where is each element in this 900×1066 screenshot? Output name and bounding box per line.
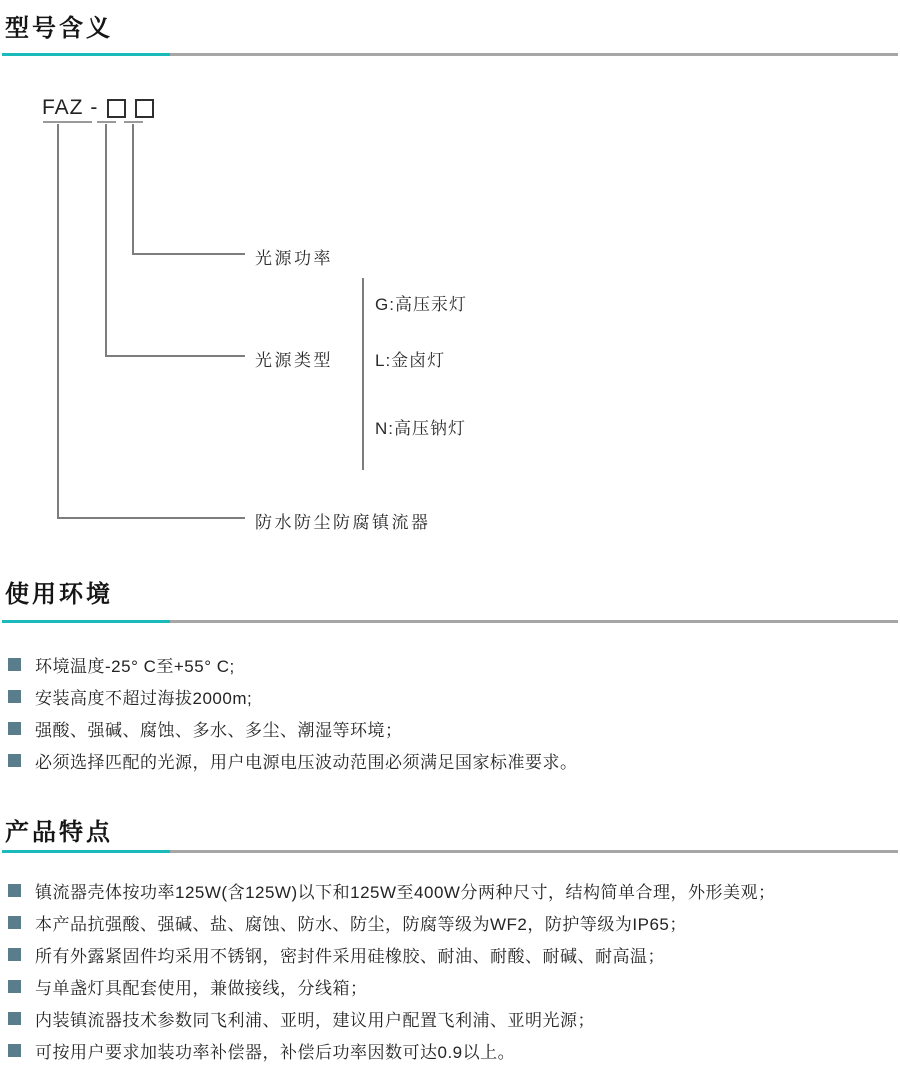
- list-item-text: 与单盏灯具配套使用，兼做接线，分线箱；: [35, 978, 368, 998]
- list-item: [0, 874, 900, 906]
- type-option-l: L:金卤灯: [375, 351, 446, 370]
- bullet-square-icon: [8, 1012, 21, 1025]
- features-list: [0, 874, 900, 1066]
- bullet-square-icon: [8, 916, 21, 929]
- list-item: [0, 744, 900, 776]
- section-title: 使用环境: [5, 581, 113, 608]
- list-item-text: 本产品抗强酸、强碱、盐、腐蚀、防水、防尘，防腐等级为WF2，防护等级为IP65；: [35, 914, 687, 934]
- list-item: [0, 938, 900, 970]
- stem-type-line: [105, 124, 107, 356]
- list-item: [0, 1034, 900, 1066]
- list-item: [0, 648, 900, 680]
- connector-product-line: [57, 517, 245, 519]
- model-code: [42, 96, 154, 120]
- section-product-features: [0, 806, 900, 1062]
- connector-power-line: [132, 253, 245, 255]
- type-option-n: N:高压钠灯: [375, 419, 466, 438]
- underline-faz: [43, 121, 92, 123]
- list-item: [0, 712, 900, 744]
- bullet-square-icon: [8, 884, 21, 897]
- title-rule: [2, 850, 898, 853]
- bullet-square-icon: [8, 722, 21, 735]
- section-title: 型号含义: [5, 15, 113, 42]
- section-model-meaning: [0, 8, 900, 568]
- model-prefix: FAZ -: [42, 96, 99, 119]
- list-item-text: 环境温度-25° C至+55° C;: [35, 656, 235, 676]
- list-item-text: 安装高度不超过海拔2000m;: [35, 688, 253, 708]
- list-item-text: 强酸、强碱、腐蚀、多水、多尘、潮湿等环境；: [35, 720, 403, 740]
- list-item: [0, 970, 900, 1002]
- label-light-power: 光源功率: [255, 249, 333, 268]
- label-light-type: 光源类型: [255, 351, 333, 370]
- list-item-text: 可按用户要求加装功率补偿器，补偿后功率因数可达0.9以上。: [35, 1042, 516, 1062]
- model-diagram: [0, 8, 900, 563]
- bullet-square-icon: [8, 948, 21, 961]
- environment-list: [0, 648, 900, 776]
- title-rule: [2, 620, 898, 623]
- list-item: [0, 906, 900, 938]
- list-item-text: 所有外露紧固件均采用不锈钢，密封件采用硅橡胶、耐油、耐酸、耐碱、耐高温；: [35, 946, 665, 966]
- list-item-text: 镇流器壳体按功率125W(含125W)以下和125W至400W分两种尺寸，结构简单合理，外形美观；: [35, 882, 776, 902]
- underline-box-2: [124, 121, 143, 123]
- bullet-square-icon: [8, 980, 21, 993]
- bullet-square-icon: [8, 754, 21, 767]
- section-usage-environment: [0, 570, 900, 806]
- connector-type-line: [105, 355, 245, 357]
- section-title: 产品特点: [5, 819, 113, 846]
- type-option-g: G:高压汞灯: [375, 295, 467, 314]
- stem-product-line: [57, 124, 59, 518]
- list-item: [0, 1002, 900, 1034]
- options-divider-line: [362, 278, 364, 470]
- model-digit-box-2: [135, 99, 154, 118]
- bullet-square-icon: [8, 1044, 21, 1057]
- list-item: [0, 680, 900, 712]
- bullet-square-icon: [8, 658, 21, 671]
- underline-box-1: [97, 121, 116, 123]
- list-item-text: 内装镇流器技术参数同飞利浦、亚明，建议用户配置飞利浦、亚明光源；: [35, 1010, 595, 1030]
- model-digit-box-1: [107, 99, 126, 118]
- label-product-name: 防水防尘防腐镇流器: [255, 513, 431, 532]
- stem-power-line: [132, 124, 134, 254]
- bullet-square-icon: [8, 690, 21, 703]
- list-item-text: 必须选择匹配的光源，用户电源电压波动范围必须满足国家标准要求。: [35, 752, 578, 772]
